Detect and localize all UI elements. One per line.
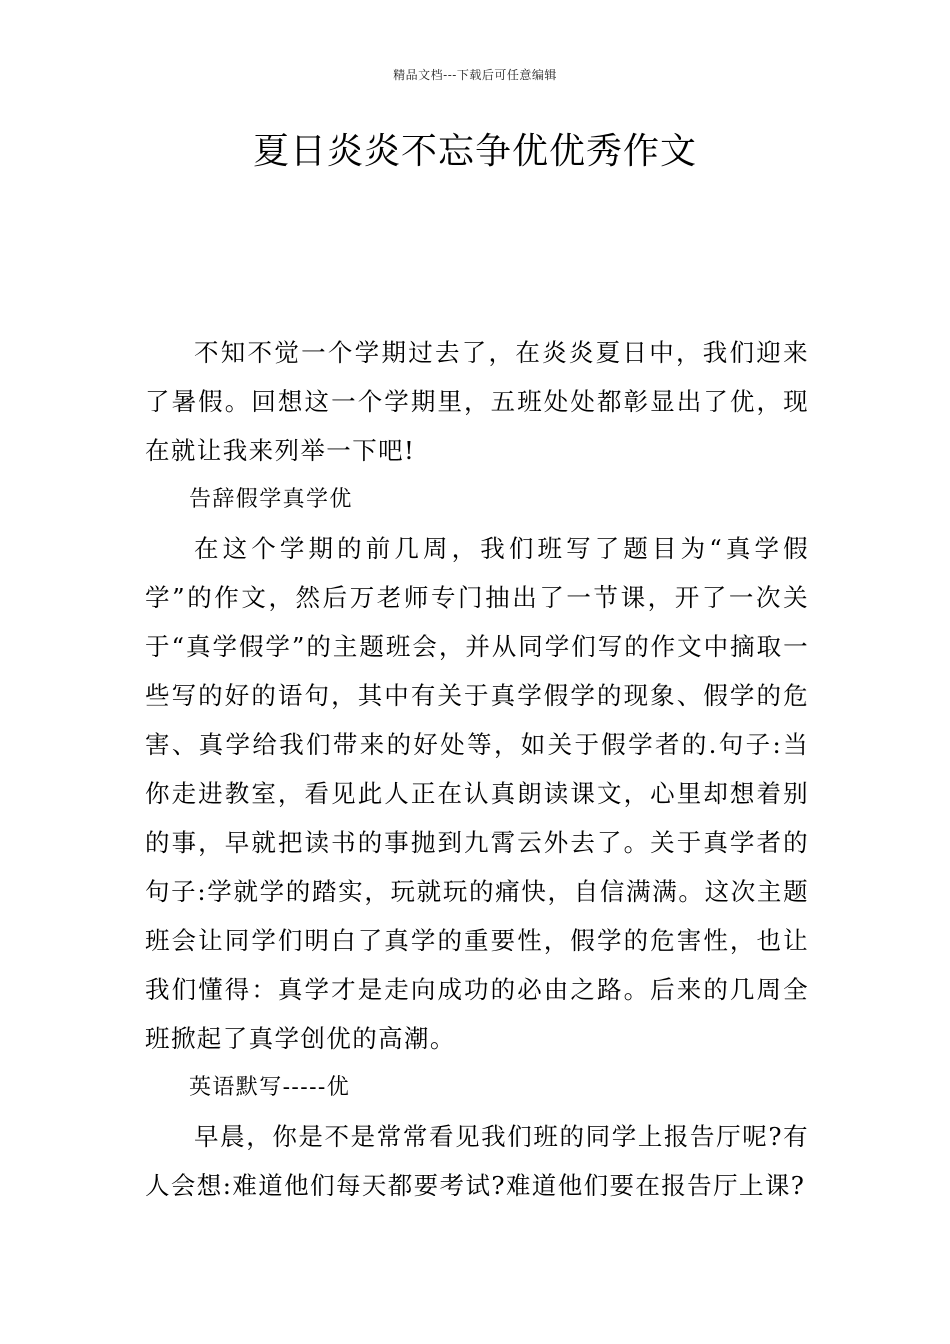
header-note: 精品文档---下载后可任意编辑 [393,68,557,82]
paragraph-intro: 不知不觉一个学期过去了，在炎炎夏日中，我们迎来了暑假。回想这一个学期里，五班处处都彰显出了优，现在就让我来列举一下吧! [145,338,809,465]
paragraph-section-1: 在这个学期的前几周，我们班写了题目为“真学假学”的作文，然后万老师专门抽出了一节课，开了一次关于“真学假学”的主题班会，并从同学们写的作文中摘取一些写的好的语句，其中有关于真学假学的现象、假学的危害、真学给我们带来的好处等，如关于假学者的.句子:当你走进教室，看见此人正在认真朗读课文，心里却想着别的事，早就把读书的事抛到九霄云外去了。关于真学者的句子:学就学的踏实，玩就玩的痛快，自信满满。这次主题班会让同学们明白了真学的重要性，假学的危害性，也让我们懂得：真学才是走向成功的必由之路。后来的几周全班掀起了真学创优的高潮。 [145,534,809,1053]
document-title: 夏日炎炎不忘争优优秀作文 [252,131,697,172]
paragraph-section-2: 早晨，你是不是常常看见我们班的同学上报告厅呢?有人会想:难道他们每天都要考试?难道他们要在报告厅上课? [145,1122,809,1200]
section-heading-2: 英语默写-----优 [189,1075,351,1100]
document-body [145,328,809,1210]
section-heading-1: 告辞假学真学优 [189,487,353,512]
